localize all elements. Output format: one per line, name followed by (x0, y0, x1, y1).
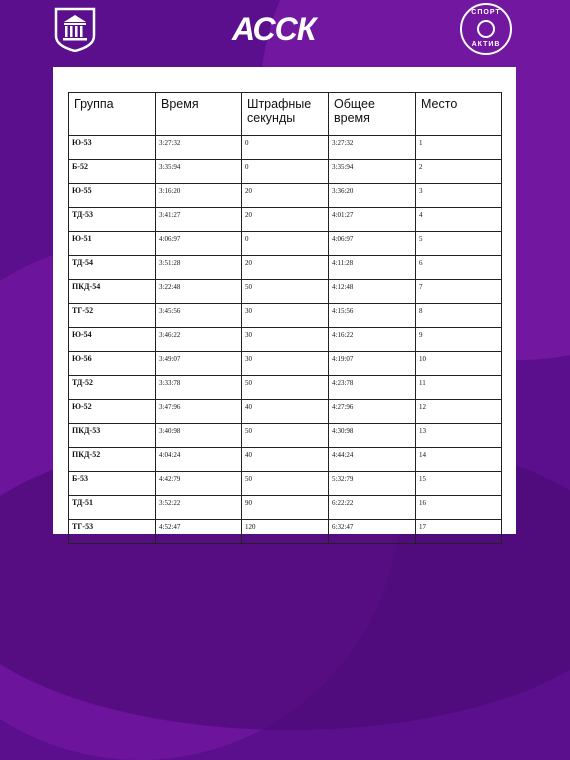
table-row (69, 424, 502, 448)
total-time-cell: 4:30:98 (329, 424, 416, 448)
table-row (69, 208, 502, 232)
time-cell: 4:04:24 (156, 448, 242, 472)
penalty-cell: 0 (242, 136, 329, 160)
group-cell: Ю-56 (69, 352, 156, 376)
penalty-cell: 40 (242, 400, 329, 424)
penalty-cell: 0 (242, 232, 329, 256)
place-cell: 17 (416, 520, 502, 544)
place-cell: 10 (416, 352, 502, 376)
sport-aktiv-logo-icon (460, 3, 512, 55)
column-header-time: Время (156, 93, 242, 136)
acck-logo: АССК (232, 11, 316, 47)
total-time-cell: 4:15:56 (329, 304, 416, 328)
group-cell: Ю-51 (69, 232, 156, 256)
table-row (69, 328, 502, 352)
total-time-cell: 6:22:22 (329, 496, 416, 520)
time-cell: 4:52:47 (156, 520, 242, 544)
table-row (69, 376, 502, 400)
total-time-cell: 4:11:28 (329, 256, 416, 280)
place-cell: 13 (416, 424, 502, 448)
time-cell: 4:06:97 (156, 232, 242, 256)
total-time-cell: 3:27:32 (329, 136, 416, 160)
time-cell: 3:45:56 (156, 304, 242, 328)
table-row (69, 448, 502, 472)
penalty-cell: 50 (242, 376, 329, 400)
total-time-cell: 4:16:22 (329, 328, 416, 352)
penalty-cell: 50 (242, 280, 329, 304)
total-time-cell: 4:01:27 (329, 208, 416, 232)
mascot-icon (477, 20, 495, 38)
place-cell: 5 (416, 232, 502, 256)
time-cell: 3:41:27 (156, 208, 242, 232)
group-cell: Б-52 (69, 160, 156, 184)
sport-logo-top-text: СПОРТ (471, 9, 501, 16)
total-time-cell: 4:19:07 (329, 352, 416, 376)
penalty-cell: 90 (242, 496, 329, 520)
group-cell: ТД-54 (69, 256, 156, 280)
time-cell: 3:27:32 (156, 136, 242, 160)
table-row (69, 160, 502, 184)
penalty-cell: 30 (242, 304, 329, 328)
time-cell: 3:47:96 (156, 400, 242, 424)
penalty-cell: 30 (242, 352, 329, 376)
time-cell: 3:51:28 (156, 256, 242, 280)
place-cell: 15 (416, 472, 502, 496)
table-row (69, 232, 502, 256)
place-cell: 4 (416, 208, 502, 232)
university-logo-icon (52, 6, 98, 52)
table-row (69, 472, 502, 496)
group-cell: Ю-53 (69, 136, 156, 160)
table-row (69, 136, 502, 160)
penalty-cell: 120 (242, 520, 329, 544)
time-cell: 3:49:07 (156, 352, 242, 376)
group-cell: Ю-55 (69, 184, 156, 208)
penalty-cell: 20 (242, 256, 329, 280)
time-cell: 3:35:94 (156, 160, 242, 184)
place-cell: 6 (416, 256, 502, 280)
table-row (69, 400, 502, 424)
place-cell: 16 (416, 496, 502, 520)
group-cell: Ю-54 (69, 328, 156, 352)
table-row (69, 184, 502, 208)
results-table (68, 92, 502, 544)
place-cell: 12 (416, 400, 502, 424)
table-header-row (69, 93, 502, 136)
place-cell: 9 (416, 328, 502, 352)
place-cell: 8 (416, 304, 502, 328)
time-cell: 3:40:98 (156, 424, 242, 448)
place-cell: 3 (416, 184, 502, 208)
place-cell: 7 (416, 280, 502, 304)
time-cell: 3:46:22 (156, 328, 242, 352)
penalty-cell: 20 (242, 184, 329, 208)
table-row (69, 520, 502, 544)
table-row (69, 256, 502, 280)
total-time-cell: 3:35:94 (329, 160, 416, 184)
column-header-penalty: Штрафные секунды (242, 93, 329, 136)
total-time-cell: 6:32:47 (329, 520, 416, 544)
place-cell: 14 (416, 448, 502, 472)
table-row (69, 352, 502, 376)
column-header-group: Группа (69, 93, 156, 136)
group-cell: Б-53 (69, 472, 156, 496)
group-cell: ТГ-52 (69, 304, 156, 328)
total-time-cell: 5:32:79 (329, 472, 416, 496)
group-cell: ТД-52 (69, 376, 156, 400)
group-cell: ПКД-52 (69, 448, 156, 472)
group-cell: ТД-51 (69, 496, 156, 520)
group-cell: ТГ-53 (69, 520, 156, 544)
total-time-cell: 4:12:48 (329, 280, 416, 304)
total-time-cell: 4:44:24 (329, 448, 416, 472)
place-cell: 2 (416, 160, 502, 184)
table-row (69, 304, 502, 328)
penalty-cell: 40 (242, 448, 329, 472)
sport-logo-bottom-text: АКТИВ (471, 41, 501, 48)
time-cell: 3:22:48 (156, 280, 242, 304)
group-cell: Ю-52 (69, 400, 156, 424)
penalty-cell: 0 (242, 160, 329, 184)
time-cell: 3:33:78 (156, 376, 242, 400)
penalty-cell: 20 (242, 208, 329, 232)
time-cell: 3:16:20 (156, 184, 242, 208)
total-time-cell: 4:23:78 (329, 376, 416, 400)
place-cell: 1 (416, 136, 502, 160)
time-cell: 4:42:79 (156, 472, 242, 496)
total-time-cell: 4:27:96 (329, 400, 416, 424)
table-row (69, 280, 502, 304)
total-time-cell: 3:36:20 (329, 184, 416, 208)
group-cell: ТД-53 (69, 208, 156, 232)
penalty-cell: 50 (242, 472, 329, 496)
group-cell: ПКД-54 (69, 280, 156, 304)
place-cell: 11 (416, 376, 502, 400)
group-cell: ПКД-53 (69, 424, 156, 448)
penalty-cell: 30 (242, 328, 329, 352)
table-row (69, 496, 502, 520)
penalty-cell: 50 (242, 424, 329, 448)
results-card (53, 67, 516, 534)
total-time-cell: 4:06:97 (329, 232, 416, 256)
time-cell: 3:52:22 (156, 496, 242, 520)
column-header-place: Место (416, 93, 502, 136)
column-header-total: Общее время (329, 93, 416, 136)
